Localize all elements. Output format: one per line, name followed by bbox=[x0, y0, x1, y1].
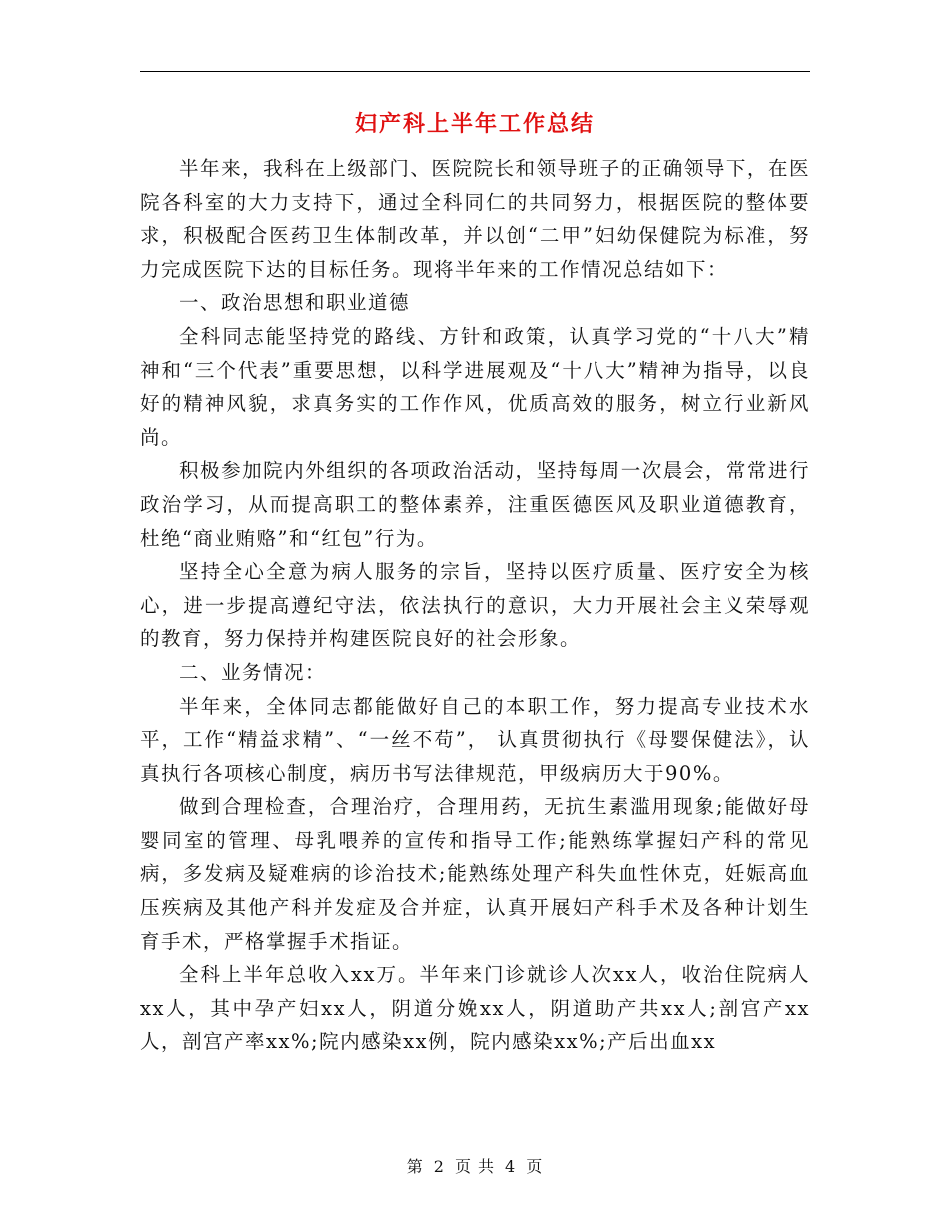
footer-middle: 页 共 bbox=[454, 1157, 496, 1176]
paragraph-intro: 半年来，我科在上级部门、医院院长和领导班子的正确领导下，在医院各科室的大力支持下，通过全科同仁的共同努力，根据医院的整体要求，积极配合医药卫生体制改革，并以创“二甲”妇幼保健院为标准，努力完成医院下达的目标任务。现将半年来的工作情况总结如下： bbox=[140, 157, 810, 281]
paragraph-business-2: 做到合理检查，合理治疗，合理用药，无抗生素滥用现象;能做好母婴同室的管理、母乳喂养的宣传和指导工作;能熟练掌握妇产科的常见病，多发病及疑难病的诊治技术;能熟练处理产科失血性休克，妊娠高血压疾病及其他产科并发症及合并症，认真开展妇产科手术及各种计划生育手术，严格掌握手术指证。 bbox=[140, 795, 810, 953]
paragraph-politics-3: 坚持全心全意为病人服务的宗旨，坚持以医疗质量、医疗安全为核心，进一步提高遵纪守法，依法执行的意识，大力开展社会主义荣辱观的教育，努力保持并构建医院良好的社会形象。 bbox=[140, 560, 810, 651]
paragraph-politics-2: 积极参加院内外组织的各项政治活动，坚持每周一次晨会，常常进行政治学习，从而提高职工的整体素养，注重医德医风及职业道德教育，杜绝“商业贿赂”和“红包”行为。 bbox=[140, 459, 810, 550]
footer-prefix: 第 bbox=[406, 1157, 424, 1176]
section-heading-politics: 一、政治思想和职业道德 bbox=[179, 291, 411, 315]
footer-page-total: 4 bbox=[505, 1157, 517, 1176]
page-footer bbox=[0, 1154, 950, 1177]
footer-suffix: 页 bbox=[526, 1157, 544, 1176]
document-title: 妇产科上半年工作总结 bbox=[354, 111, 595, 137]
footer-page-number: 2 bbox=[433, 1157, 445, 1176]
section-heading-business: 二、业务情况： bbox=[179, 660, 327, 684]
header-rule bbox=[140, 71, 810, 72]
paragraph-business-1: 半年来，全体同志都能做好自己的本职工作，努力提高专业技术水平，工作“精益求精”、“一丝不苟”， 认真贯彻执行《母婴保健法》，认真执行各项核心制度，病历书写法律规范，甲级病历大于90%。 bbox=[140, 694, 810, 785]
paragraph-politics-1: 全科同志能坚持党的路线、方针和政策，认真学习党的“十八大”精神和“三个代表”重要思想，以科学进展观及“十八大”精神为指导，以良好的精神风貌，求真务实的工作作风，优质高效的服务，树立行业新风尚。 bbox=[140, 324, 810, 449]
paragraph-business-3: 全科上半年总收入xx万。半年来门诊就诊人次xx人，收治住院病人xx人，其中孕产妇xx人，阴道分娩xx人，阴道助产共xx人;剖宫产xx人，剖宫产率xx%;院内感染xx例，院内感染xx%;产后出血xx bbox=[140, 963, 810, 1054]
document-body bbox=[140, 152, 810, 1059]
